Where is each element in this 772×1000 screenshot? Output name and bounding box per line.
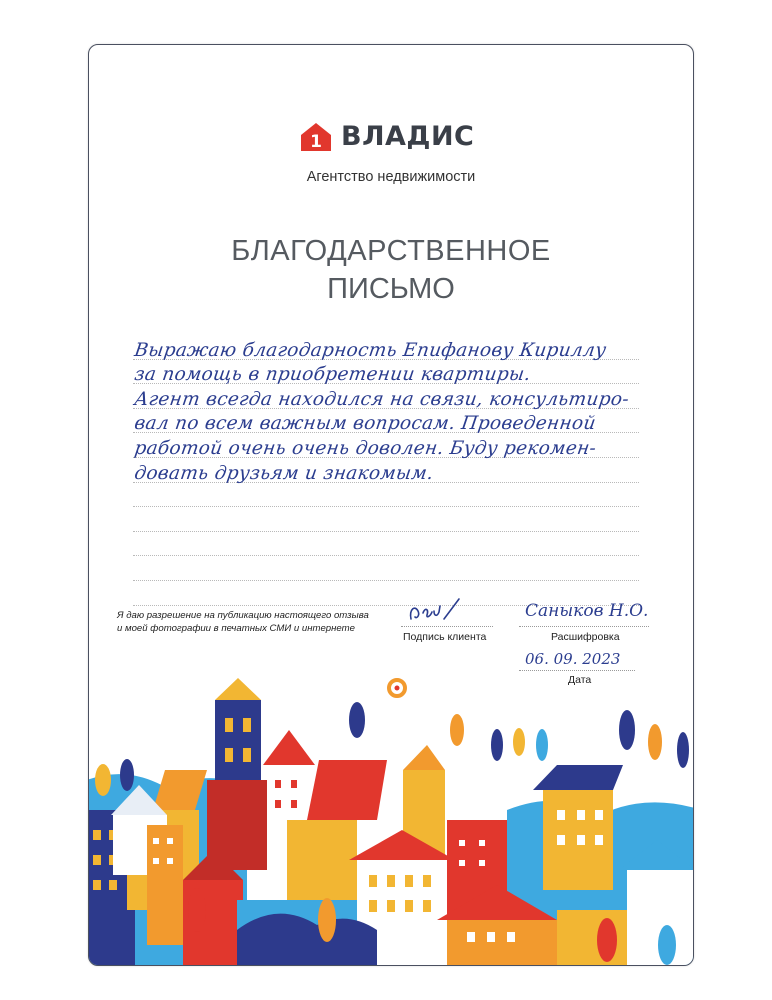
letter-lines xyxy=(133,335,639,606)
letter-line xyxy=(133,532,639,557)
brand-logo xyxy=(299,121,474,152)
handwritten-text: вал по всем важным вопросам. Проведенной xyxy=(133,413,598,435)
letter-line xyxy=(133,384,639,409)
letter-sheet xyxy=(88,44,694,966)
page-title-line2: ПИСЬМО xyxy=(327,273,455,305)
brand-tagline: Агентство недвижимости xyxy=(306,169,476,185)
consent-line2: и моей фотографии в печатных СМИ и интернете xyxy=(117,622,355,634)
letter-line xyxy=(133,335,639,360)
page-title-line1: БЛАГОДАРСТВЕННОЕ xyxy=(231,235,551,267)
letter-line xyxy=(133,458,639,483)
letter-line xyxy=(133,433,639,458)
letter-line xyxy=(133,556,639,581)
letter-line xyxy=(133,409,639,434)
letter-line xyxy=(133,483,639,508)
signature-line xyxy=(401,626,493,627)
decoding-value: Саныков Н.О. xyxy=(525,601,649,621)
consent-line1: Я даю разрешение на публикацию настоящего отзыва xyxy=(117,610,369,621)
handwritten-text: довать друзьям и знакомым. xyxy=(133,462,435,484)
handwritten-text: работой очень очень доволен. Буду рекомен- xyxy=(133,437,598,459)
signature-label: Подпись клиента xyxy=(403,631,487,643)
client-signature xyxy=(407,595,467,625)
decoding-line xyxy=(519,626,649,627)
logo-digit: 1 xyxy=(310,131,322,152)
letter-line xyxy=(133,507,639,532)
publication-consent xyxy=(117,610,369,635)
decoding-label: Расшифровка xyxy=(551,631,620,643)
handwritten-text: за помощь в приобретении квартиры. xyxy=(133,364,533,386)
house-logo-icon xyxy=(299,122,333,152)
city-illustration xyxy=(88,670,694,966)
date-value: 06. 09. 2023 xyxy=(525,650,621,668)
handwritten-text: Агент всегда находился на связи, консультиро- xyxy=(133,388,631,410)
letter-line xyxy=(133,360,639,385)
handwritten-text: Выражаю благодарность Епифанову Кириллу xyxy=(133,339,608,361)
brand-name: ВЛАДИС xyxy=(341,121,475,152)
date-label: Дата xyxy=(568,674,592,686)
